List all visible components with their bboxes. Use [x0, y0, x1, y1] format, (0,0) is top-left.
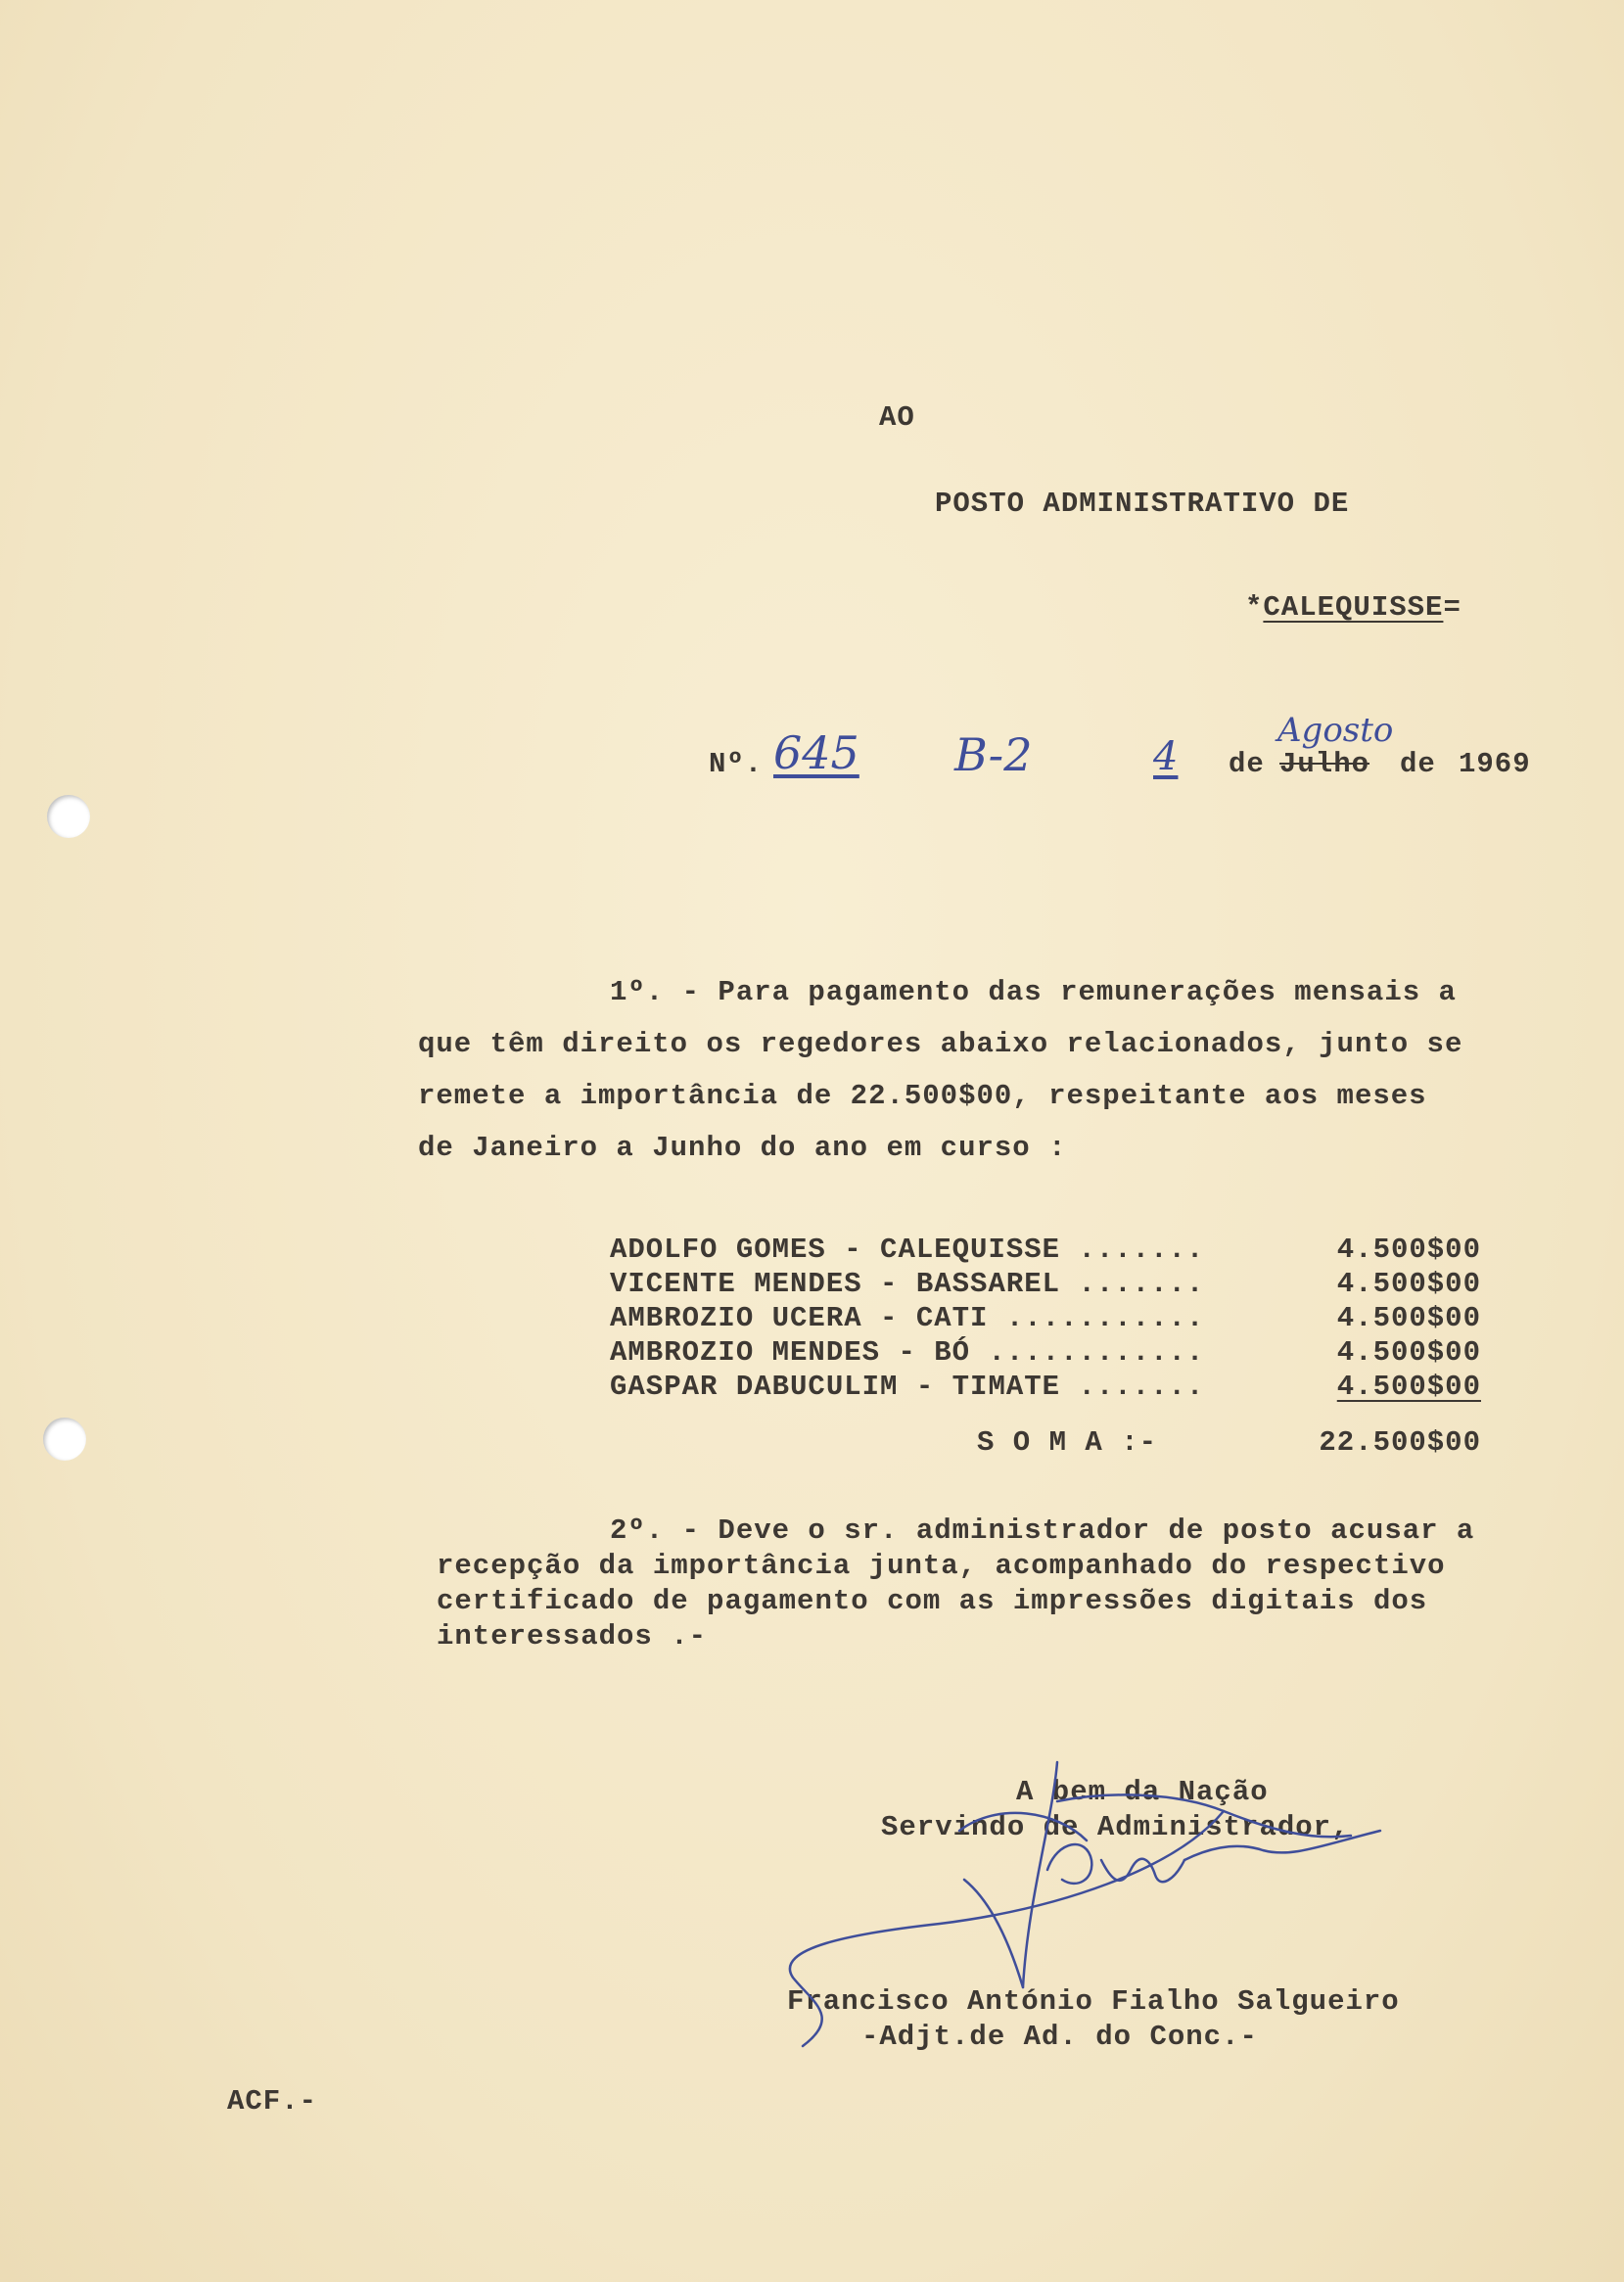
de-word-1: de: [1229, 748, 1265, 780]
payment-row: [610, 1302, 1481, 1335]
punch-hole-bottom: [43, 1418, 86, 1461]
place-name: CALEQUISSE: [1263, 591, 1444, 624]
de-word-2: de: [1400, 748, 1436, 780]
total-label: S O M A :-: [977, 1426, 1158, 1459]
addressee-place: *CALEQUISSE=: [1245, 591, 1462, 624]
handwritten-number: 645: [773, 726, 859, 779]
paragraph2-line-4: interessados .-: [437, 1620, 708, 1653]
number-label: Nº.: [709, 748, 764, 780]
struck-month: Julho: [1279, 748, 1370, 780]
payment-amount: 4.500$00: [1336, 1371, 1481, 1403]
total-row: [610, 1426, 1481, 1460]
regedor-name: ADOLFO GOMES - CALEQUISSE .......: [610, 1234, 1205, 1266]
paragraph1-line-3: remete a importância de 22.500$00, respeitante aos meses: [418, 1080, 1427, 1112]
typist-initials: ACF.-: [227, 2085, 318, 2118]
paragraph1-line-1: 1º. - Para pagamento das remunerações mensais a: [610, 976, 1457, 1008]
regedor-name: GASPAR DABUCULIM - TIMATE .......: [610, 1371, 1205, 1403]
payment-row: [610, 1234, 1481, 1267]
payment-amount: 4.500$00: [1336, 1302, 1481, 1334]
paragraph1-line-2: que têm direito os regedores abaixo relacionados, junto se: [418, 1028, 1463, 1060]
addressee-office: POSTO ADMINISTRATIVO DE: [935, 488, 1350, 520]
paragraph2-line-2: recepção da importância junta, acompanhado do respectivo: [437, 1550, 1446, 1582]
regedor-name: AMBROZIO UCERA - CATI ...........: [610, 1302, 1205, 1334]
signer-title: -Adjt.de Ad. do Conc.-: [861, 2021, 1258, 2053]
payment-amount: 4.500$00: [1336, 1268, 1481, 1300]
punch-hole-top: [47, 795, 90, 838]
regedor-name: AMBROZIO MENDES - BÓ ............: [610, 1336, 1205, 1369]
payment-row: [610, 1268, 1481, 1301]
handwritten-day: 4: [1153, 734, 1179, 779]
addressee-to: AO: [879, 401, 915, 434]
payment-amount: 4.500$00: [1336, 1336, 1481, 1369]
handwritten-code: B-2: [954, 728, 1033, 781]
payment-amount: 4.500$00: [1336, 1234, 1481, 1266]
handwritten-month: Agosto: [1277, 711, 1394, 750]
total-amount: 22.500$00: [1319, 1426, 1481, 1459]
year: 1969: [1459, 748, 1531, 780]
paragraph1-line-4: de Janeiro a Junho do ano em curso :: [418, 1132, 1067, 1164]
payment-row: [610, 1371, 1481, 1404]
paragraph2-line-1: 2º. - Deve o sr. administrador de posto acusar a: [610, 1514, 1475, 1547]
paragraph2-line-3: certificado de pagamento com as impressões digitais dos: [437, 1585, 1428, 1617]
payment-row: [610, 1336, 1481, 1370]
closing-salutation: A bem da Nação: [1016, 1776, 1269, 1808]
regedor-name: VICENTE MENDES - BASSAREL .......: [610, 1268, 1205, 1300]
signer-name: Francisco António Fialho Salgueiro: [787, 1985, 1400, 2018]
closing-role: Servindo de Administrador,: [881, 1811, 1350, 1843]
